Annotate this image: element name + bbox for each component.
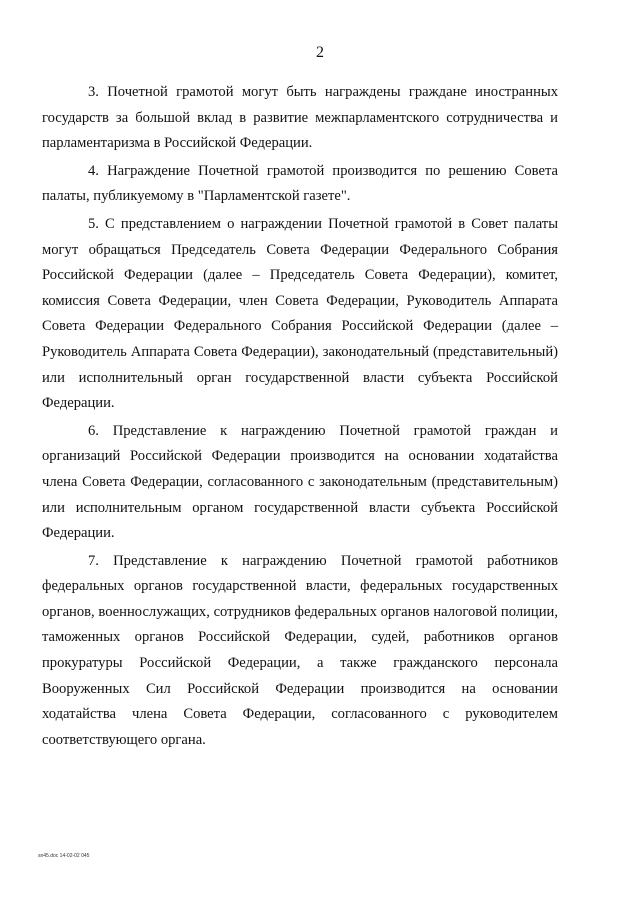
page-number: 2 (316, 44, 324, 61)
paragraph-7: 7. Представление к награждению Почетной грамотой работников федеральных органов государственной власти, федеральных государственных органов, военнослужащих, сотрудников федеральных органов налоговой полиции, таможенных органов Российской Федерации, судей, работников органов прокуратуры Российской Федерации, а также гражданского персонала Вооруженных Сил Российской Федерации производится на основании ходатайства члена Совета Федерации, согласованного с руководителем соответствующего органа. (42, 552, 558, 748)
paragraph-4: 4. Награждение Почетной грамотой производится по решению Совета палаты, публикуемому в "Парламентской газете". (42, 162, 558, 205)
paragraph-5: 5. С представлением о награждении Почетной грамотой в Совет палаты могут обращаться Председатель Совета Федерации Федерального Собрания Российской Федерации (далее – Председатель Совета Федерации), комитет, комиссия Совета Федерации, член Совета Федерации, Руководитель Аппарата Совета Федерации Федерального Собрания Российской Федерации (далее – Руководитель Аппарата Совета Федерации), законодательный (представительный) или исполнительный орган государственной власти субъекта Российской Федерации. (42, 215, 558, 412)
paragraph-3: 3. Почетной грамотой могут быть награждены граждане иностранных государств за большой вклад в развитие межпарламентского сотрудничества и парламентаризма в Российской Федерации. (42, 84, 558, 152)
paragraph-6: 6. Представление к награждению Почетной грамотой граждан и организаций Российской Федерации производится на основании ходатайства члена Совета Федерации, согласованного с законодательным (представительным) или исполнительным органом государственной власти субъекта Российской Федерации. (42, 422, 558, 542)
footer-file-stamp: sn45.doc 14-02-02 045 (38, 853, 90, 859)
document-body (42, 80, 558, 753)
